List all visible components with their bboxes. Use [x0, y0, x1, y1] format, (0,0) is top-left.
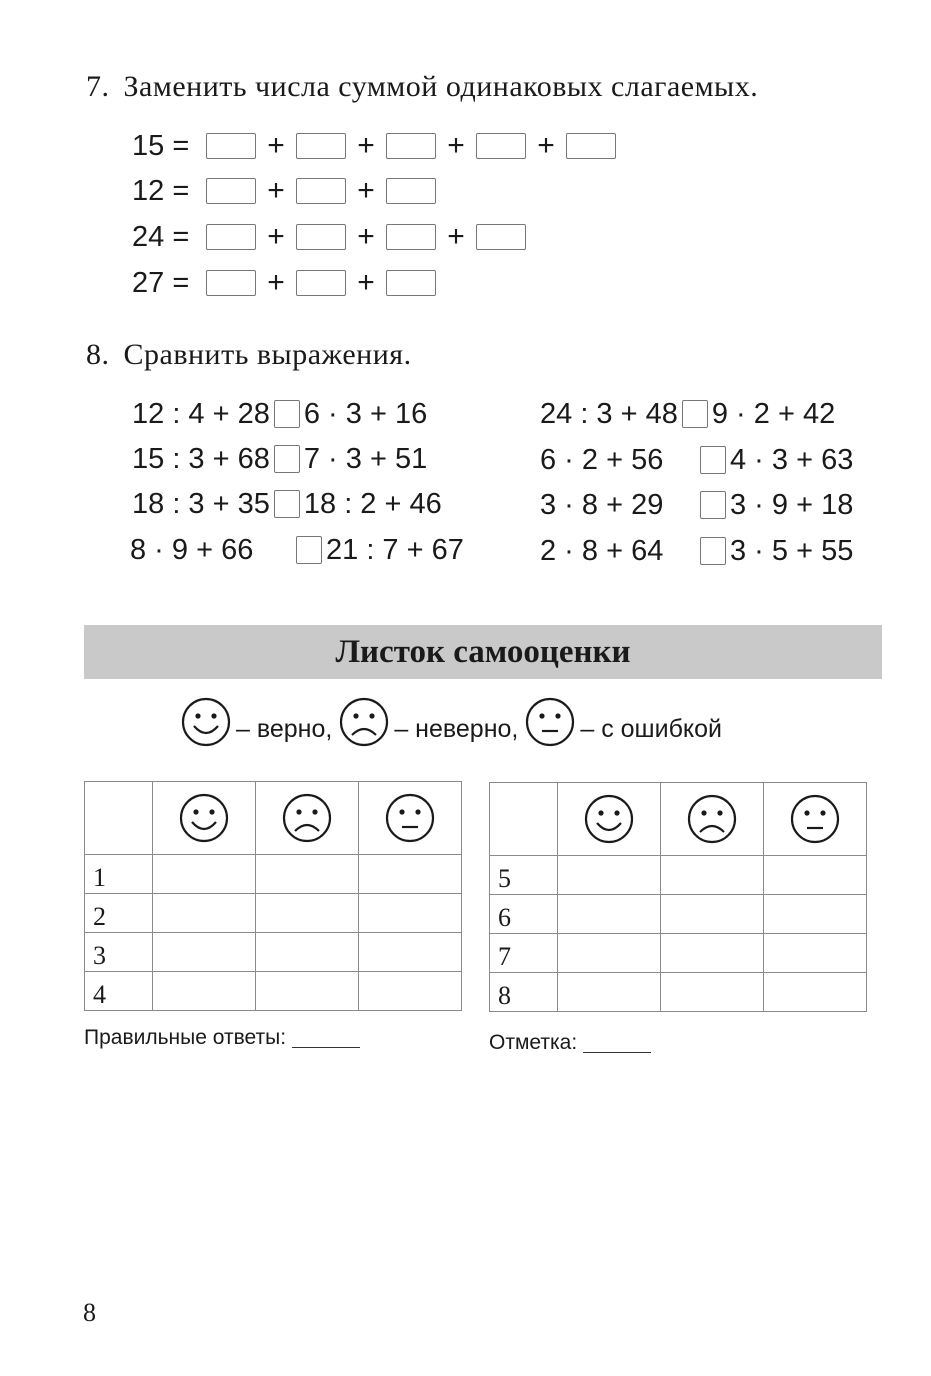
answer-box[interactable]	[206, 270, 256, 296]
answer-box[interactable]	[386, 270, 436, 296]
task8-heading	[86, 338, 412, 372]
answer-box[interactable]	[386, 224, 436, 250]
task-number-cell: 2	[85, 894, 153, 933]
task-number-cell: 7	[490, 934, 558, 973]
compare-box[interactable]	[700, 446, 726, 474]
comparison-row	[540, 485, 853, 525]
mark-cell[interactable]	[256, 855, 359, 894]
answer-box[interactable]	[296, 270, 346, 296]
plus-sign: +	[447, 129, 465, 162]
expression-b: 7 · 3 + 51	[303, 442, 428, 475]
smiley-sad-icon	[338, 696, 390, 748]
mark-cell[interactable]	[764, 856, 867, 895]
compare-box[interactable]	[274, 490, 300, 518]
answer-box[interactable]	[476, 224, 526, 250]
expression-b: 9 · 2 + 42	[711, 397, 836, 430]
mark-cell[interactable]	[359, 933, 462, 972]
expression-a: 6 · 2 + 56	[540, 443, 664, 476]
mark-cell[interactable]	[153, 972, 256, 1011]
expression-a: 3 · 8 + 29	[540, 488, 664, 521]
task7-row-lhs: 12 =	[132, 174, 190, 207]
task7-row	[132, 126, 616, 166]
expression-b: 3 · 5 + 55	[730, 534, 854, 567]
task7-row-lhs: 15 =	[132, 129, 190, 162]
answer-box[interactable]	[386, 133, 436, 159]
compare-box[interactable]	[682, 400, 708, 428]
mark-cell[interactable]	[153, 894, 256, 933]
plus-sign: +	[267, 220, 285, 253]
mark-cell[interactable]	[661, 934, 764, 973]
task7-row-lhs: 27 =	[132, 266, 190, 299]
mark-cell[interactable]	[661, 973, 764, 1012]
mark-cell[interactable]	[256, 933, 359, 972]
compare-box[interactable]	[700, 491, 726, 519]
smiley-neutral-icon	[524, 696, 576, 748]
task8-number: 8.	[86, 338, 110, 371]
mark-cell[interactable]	[558, 934, 661, 973]
comparison-row	[540, 394, 835, 434]
plus-sign: +	[267, 266, 285, 299]
plus-sign: +	[537, 129, 555, 162]
table-row	[85, 855, 462, 894]
mark-cell[interactable]	[558, 973, 661, 1012]
plus-sign: +	[447, 220, 465, 253]
assessment-table-right	[489, 782, 867, 1012]
smiley-neutral-icon	[384, 792, 436, 844]
legend	[180, 694, 728, 750]
smiley-happy-icon	[180, 696, 232, 748]
legend-with-error: – с ошибкой	[580, 714, 722, 743]
answer-box[interactable]	[296, 224, 346, 250]
mark-label: Отметка:	[489, 1031, 578, 1054]
comparison-row	[540, 440, 853, 480]
correct-answers-blank[interactable]	[292, 1047, 360, 1048]
task7-row	[132, 263, 436, 303]
task7-heading	[86, 70, 758, 104]
mark-cell[interactable]	[764, 895, 867, 934]
plus-sign: +	[357, 220, 375, 253]
mark-cell[interactable]	[764, 973, 867, 1012]
mark-cell[interactable]	[558, 895, 661, 934]
mark-cell[interactable]	[153, 933, 256, 972]
comparison-row	[132, 439, 427, 479]
expression-a: 18 : 3 + 35	[132, 487, 270, 520]
expression-b: 3 · 9 + 18	[730, 488, 854, 521]
smiley-sad-icon	[686, 793, 738, 845]
task7-row	[132, 171, 436, 211]
mark-cell[interactable]	[764, 934, 867, 973]
smiley-sad-icon	[281, 792, 333, 844]
table-row	[85, 933, 462, 972]
correct-answers-label: Правильные ответы:	[84, 1026, 287, 1049]
table-row	[490, 973, 867, 1012]
smiley-neutral-icon	[789, 793, 841, 845]
task-number-cell: 8	[490, 973, 558, 1012]
task-number-cell: 5	[490, 856, 558, 895]
table-row	[490, 934, 867, 973]
comparison-row	[540, 531, 853, 571]
task8-title: Сравнить выражения.	[123, 338, 412, 371]
table-row	[85, 972, 462, 1011]
page-number: 8	[83, 1298, 96, 1327]
header-empty	[85, 782, 153, 855]
compare-box[interactable]	[700, 537, 726, 565]
plus-sign: +	[267, 129, 285, 162]
self-assessment-title: Листок самооценки	[335, 633, 631, 670]
expression-b: 21 : 7 + 67	[326, 533, 464, 566]
task-number-cell: 1	[85, 855, 153, 894]
plus-sign: +	[267, 174, 285, 207]
task7-row	[132, 217, 526, 257]
compare-box[interactable]	[274, 400, 300, 428]
expression-a: 24 : 3 + 48	[540, 397, 678, 430]
task7-row-lhs: 24 =	[132, 220, 190, 253]
expression-a: 2 · 8 + 64	[540, 534, 664, 567]
mark-cell[interactable]	[359, 855, 462, 894]
answer-box[interactable]	[206, 178, 256, 204]
assessment-table-left	[84, 781, 462, 1011]
mark-cell[interactable]	[661, 895, 764, 934]
mark-cell[interactable]	[153, 855, 256, 894]
mark-cell[interactable]	[359, 972, 462, 1011]
comparison-row	[132, 394, 427, 434]
expression-a: 15 : 3 + 68	[132, 442, 270, 475]
self-assessment-banner	[84, 625, 882, 679]
expression-b: 6 · 3 + 16	[303, 397, 428, 430]
compare-box[interactable]	[274, 445, 300, 473]
expression-a: 8 · 9 + 66	[130, 533, 254, 566]
header-empty	[490, 783, 558, 856]
mark-cell[interactable]	[359, 894, 462, 933]
task7-title: Заменить числа суммой одинаковых слагаемых.	[123, 70, 759, 103]
mark-cell[interactable]	[256, 972, 359, 1011]
smiley-happy-icon	[583, 793, 635, 845]
legend-wrong: – неверно,	[394, 714, 519, 743]
table-row	[490, 895, 867, 934]
plus-sign: +	[357, 266, 375, 299]
comparison-row	[130, 530, 464, 570]
task7-number: 7.	[86, 70, 110, 103]
task-number-cell: 3	[85, 933, 153, 972]
mark-field	[489, 1031, 651, 1055]
answer-box[interactable]	[296, 133, 346, 159]
comparison-row	[132, 484, 442, 524]
expression-b: 18 : 2 + 46	[303, 487, 442, 520]
legend-correct: – верно,	[236, 714, 333, 743]
task-number-cell: 4	[85, 972, 153, 1011]
mark-cell[interactable]	[256, 894, 359, 933]
answer-box[interactable]	[296, 178, 346, 204]
mark-cell[interactable]	[558, 856, 661, 895]
correct-answers-field	[84, 1026, 360, 1050]
expression-b: 4 · 3 + 63	[730, 443, 854, 476]
plus-sign: +	[357, 129, 375, 162]
answer-box[interactable]	[386, 178, 436, 204]
compare-box[interactable]	[296, 536, 322, 564]
mark-cell[interactable]	[661, 856, 764, 895]
task-number-cell: 6	[490, 895, 558, 934]
smiley-happy-icon	[178, 792, 230, 844]
expression-a: 12 : 4 + 28	[132, 397, 270, 430]
plus-sign: +	[357, 174, 375, 207]
answer-box[interactable]	[566, 133, 616, 159]
answer-box[interactable]	[206, 224, 256, 250]
mark-blank[interactable]	[583, 1052, 651, 1053]
answer-box[interactable]	[476, 133, 526, 159]
table-row	[490, 856, 867, 895]
answer-box[interactable]	[206, 133, 256, 159]
table-row	[85, 894, 462, 933]
